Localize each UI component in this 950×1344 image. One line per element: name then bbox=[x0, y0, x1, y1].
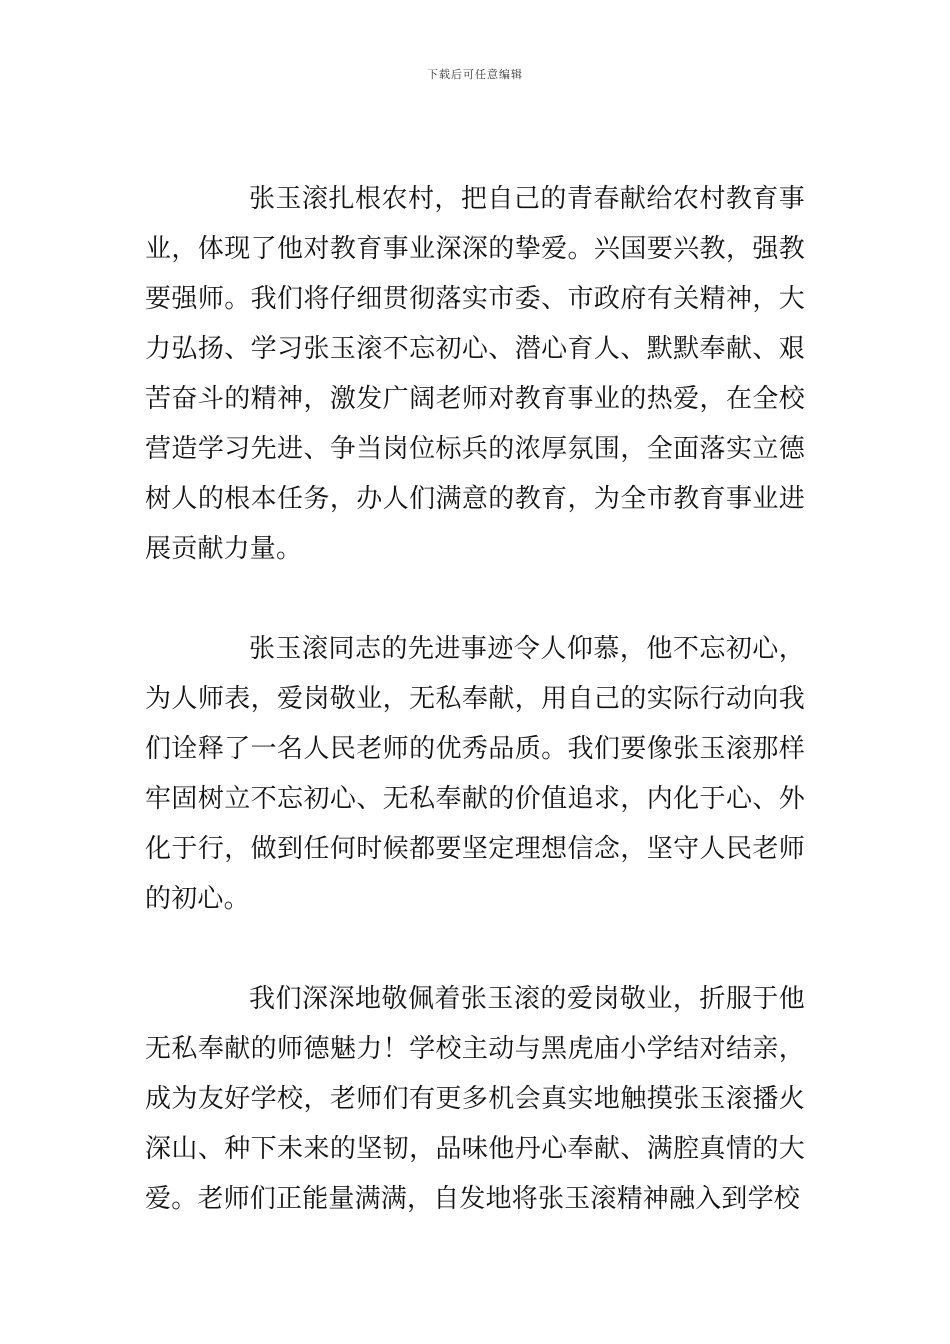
document-body bbox=[145, 174, 805, 1224]
paragraph-3: 我们深深地敬佩着张玉滚的爱岗敬业，折服于他无私奉献的师德魅力！学校主动与黑虎庙小学结对结亲，成为友好学校，老师们有更多机会真实地触摸张玉滚播火深山、种下未来的坚韧，品味他丹心奉献、满腔真情的大爱。老师们正能量满满，自发地将张玉滚精神融入到学校 bbox=[145, 984, 805, 1214]
paragraph-1: 张玉滚扎根农村，把自己的青春献给农村教育事业，体现了他对教育事业深深的挚爱。兴国要兴教，强教要强师。我们将仔细贯彻落实市委、市政府有关精神，大力弘扬、学习张玉滚不忘初心、潜心育人、默默奉献、艰苦奋斗的精神，激发广阔老师对教育事业的热爱，在全校营造学习先进、争当岗位标兵的浓厚氛围，全面落实立德树人的根本任务，办人们满意的教育，为全市教育事业进展贡献力量。 bbox=[145, 184, 805, 564]
paragraph-2: 张玉滚同志的先进事迹令人仰慕，他不忘初心，为人师表，爱岗敬业，无私奉献，用自己的实际行动向我们诠释了一名人民老师的优秀品质。我们要像张玉滚那样牢固树立不忘初心、无私奉献的价值追求，内化于心、外化于行，做到任何时候都要坚定理想信念，坚守人民老师的初心。 bbox=[145, 634, 805, 914]
page-header-note: 下载后可任意编辑 bbox=[427, 68, 523, 81]
